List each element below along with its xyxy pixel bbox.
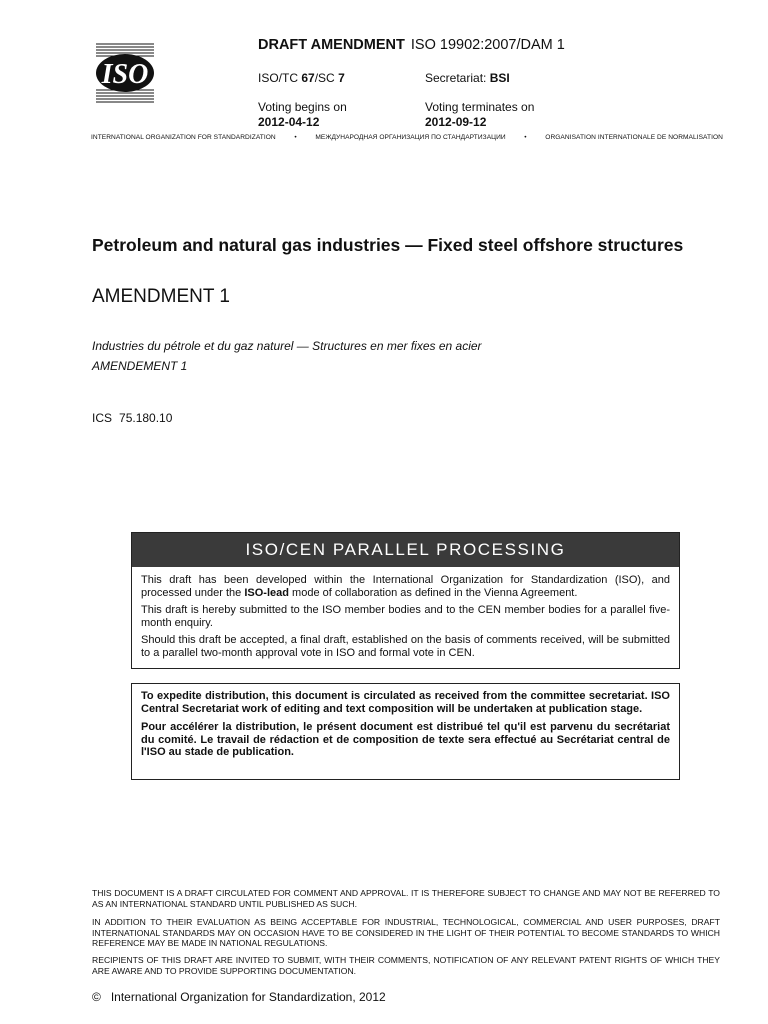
- copyright-notice: © International Organization for Standardization, 2012: [92, 990, 386, 1004]
- french-title: Industries du pétrole et du gaz naturel — Structures en mer fixes en acier: [92, 339, 482, 353]
- document-number: ISO 19902:2007/DAM 1: [410, 37, 565, 53]
- ics-code: ICS 75.180.10: [92, 411, 173, 425]
- org-separator: •: [524, 134, 527, 141]
- parallel-processing-paragraph: This draft is hereby submitted to the ISO member bodies and to the CEN member bodies for a parallel five-month enquiry.: [141, 604, 670, 629]
- amendment-label: AMENDMENT 1: [92, 286, 230, 307]
- iso-logo: [94, 42, 156, 104]
- disclaimer-paragraph: THIS DOCUMENT IS A DRAFT CIRCULATED FOR COMMENT AND APPROVAL. IT IS THEREFORE SUBJECT TO CHANGE AND MAY NOT BE REFERRED TO AS AN INTERNATIONAL STANDARD UNTIL PUBLISHED AS SUCH.: [92, 888, 720, 909]
- org-name-english: INTERNATIONAL ORGANIZATION FOR STANDARDIZATION: [91, 134, 276, 141]
- voting-begins-label: Voting begins on: [258, 100, 347, 114]
- disclaimer-paragraph: IN ADDITION TO THEIR EVALUATION AS BEING ACCEPTABLE FOR INDUSTRIAL, TECHNOLOGICAL, COMMERCIAL AND USER PURPOSES, DRAFT INTERNATIONAL STANDARDS MAY ON OCCASION HAVE TO BE CONSIDERED IN THE LIGHT OF THEIR POTENTIAL TO BECOME STANDARDS TO WHICH REFERENCE MAY BE MADE IN NATIONAL REGULATIONS.: [92, 917, 720, 949]
- distribution-notice-french: Pour accélérer la distribution, le présent document est distribué tel qu'il est parvenu du secrétariat du comité. Le travail de rédaction et de composition de texte sera effectué au Secrétariat central de l'ISO au stade de publication.: [141, 721, 670, 758]
- document-title: Petroleum and natural gas industries — Fixed steel offshore structures: [92, 235, 684, 255]
- secretariat: Secretariat: BSI: [425, 71, 510, 85]
- document-type-line: [258, 37, 565, 53]
- voting-terminates-label: Voting terminates on: [425, 100, 535, 114]
- iso-logo-text: ISO: [101, 59, 149, 90]
- parallel-processing-paragraph: Should this draft be accepted, a final draft, established on the basis of comments received, will be submitted to a parallel two-month approval vote in ISO and formal vote in CEN.: [141, 634, 670, 659]
- org-separator: •: [294, 134, 297, 141]
- voting-begins-date: 2012-04-12: [258, 115, 320, 129]
- distribution-notice-english: To expedite distribution, this document is circulated as received from the committee secretariat. ISO Central Secretariat work of editing and text composition will be undertaken at publication stage.: [141, 690, 670, 715]
- document-type: DRAFT AMENDMENT: [258, 37, 405, 53]
- copyright-icon: ©: [92, 990, 101, 1004]
- parallel-processing-paragraph: This draft has been developed within the International Organization for Standardization (ISO), and processed under the ISO-lead mode of collaboration as defined in the Vienna Agreement.: [141, 574, 670, 599]
- disclaimer-paragraph: RECIPIENTS OF THIS DRAFT ARE INVITED TO SUBMIT, WITH THEIR COMMENTS, NOTIFICATION OF ANY RELEVANT PATENT RIGHTS OF WHICH THEY ARE AWARE AND TO PROVIDE SUPPORTING DOCUMENTATION.: [92, 955, 720, 976]
- org-name-russian: МЕЖДУНАРОДНАЯ ОРГАНИЗАЦИЯ ПО СТАНДАРТИЗАЦИИ: [315, 134, 506, 141]
- committee: ISO/TC 67/SC 7: [258, 71, 345, 85]
- parallel-processing-box: [131, 532, 680, 669]
- distribution-notice-box: [131, 683, 680, 780]
- parallel-processing-heading: ISO/CEN PARALLEL PROCESSING: [132, 533, 679, 567]
- organization-names-line: [91, 134, 723, 141]
- french-amendment-label: AMENDEMENT 1: [92, 359, 188, 373]
- voting-terminates-date: 2012-09-12: [425, 115, 487, 129]
- org-name-french: ORGANISATION INTERNATIONALE DE NORMALISATION: [545, 134, 723, 141]
